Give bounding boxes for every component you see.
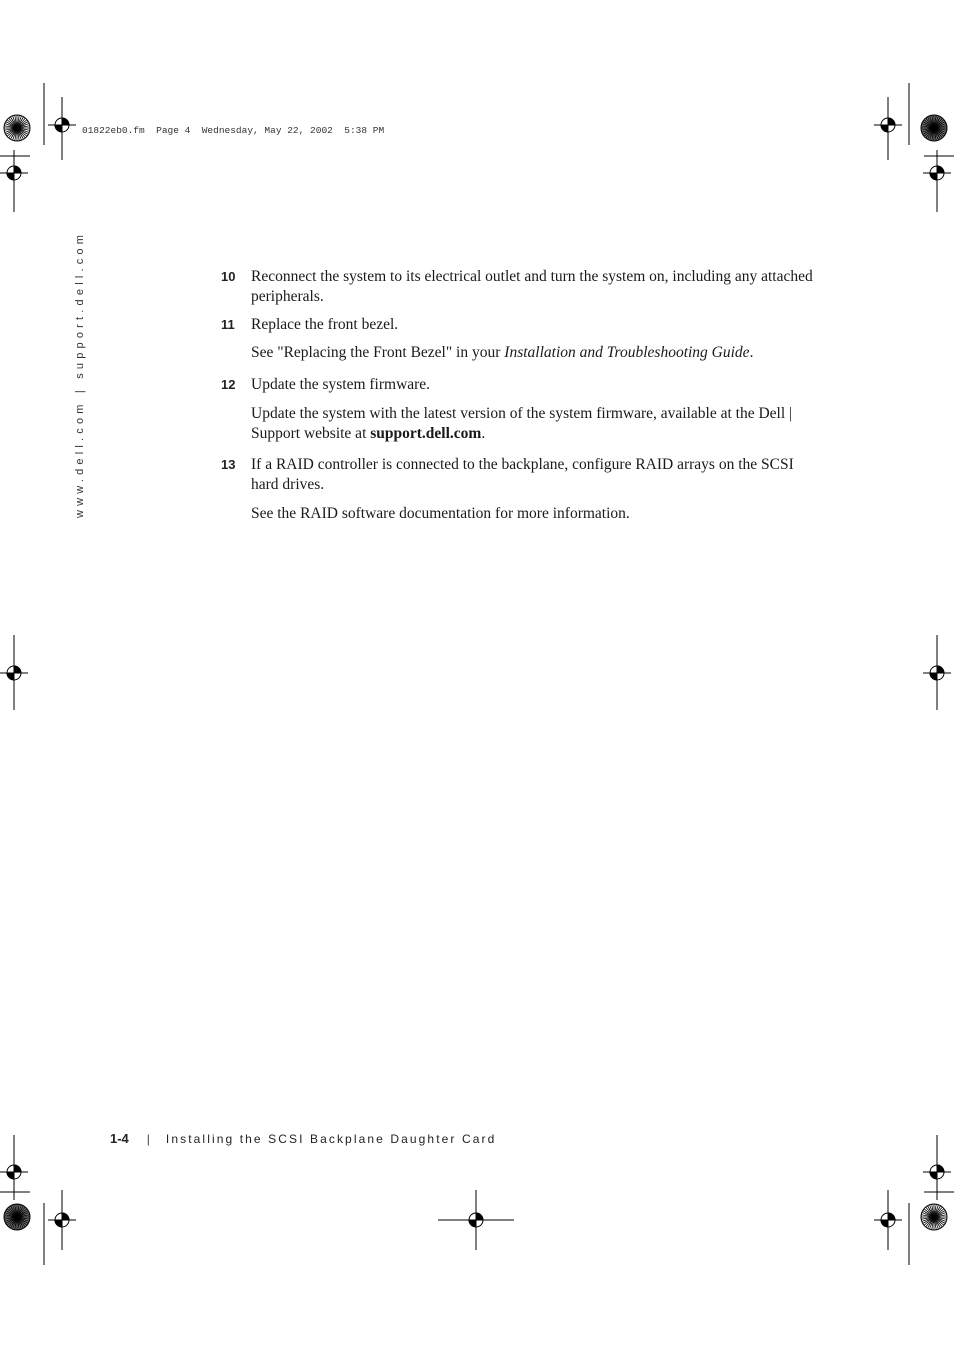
- note-prefix: See "Replacing the Front Bezel" in your: [251, 344, 505, 361]
- side-url: www.dell.com | support.dell.com: [74, 230, 86, 518]
- step-text: Update the system firmware.: [251, 376, 431, 393]
- step-text: Reconnect the system to its electrical outlet and turn the system on, including any attached peripherals.: [251, 268, 813, 305]
- crosshair-icon: [874, 1206, 902, 1234]
- step-note: [251, 343, 823, 363]
- crosshair-icon: [0, 659, 28, 687]
- crosshair-icon: [923, 659, 951, 687]
- step-number: 12: [221, 377, 236, 392]
- step-number: 11: [221, 317, 235, 332]
- step-note: [251, 404, 823, 443]
- crosshair-icon: [462, 1206, 490, 1234]
- sunburst-target-icon: [921, 115, 947, 141]
- sunburst-target-icon: [4, 115, 30, 141]
- footer-separator: |: [146, 1132, 150, 1146]
- crosshair-icon: [874, 111, 902, 139]
- crosshair-icon: [0, 1158, 28, 1186]
- note-prefix: Update the system with the latest version of the system firmware, available at the Dell | Support website at: [251, 405, 793, 442]
- support-link[interactable]: support.dell.com: [370, 424, 482, 442]
- page-footer: [110, 1131, 496, 1146]
- note-suffix: .: [749, 344, 754, 361]
- sunburst-target-icon: [921, 1204, 947, 1230]
- crosshair-icon: [48, 1206, 76, 1234]
- sunburst-target-icon: [4, 1204, 30, 1230]
- step-text: If a RAID controller is connected to the backplane, configure RAID arrays on the SCSI hard drives.: [251, 456, 794, 493]
- step-number: 13: [221, 457, 236, 472]
- crosshair-icon: [923, 159, 951, 187]
- step-number: 10: [221, 269, 236, 284]
- file-slug: 01822eb0.fm Page 4 Wednesday, May 22, 2002 5:38 PM: [82, 125, 385, 136]
- note-suffix: .: [481, 424, 486, 442]
- step-note: See the RAID software documentation for more information.: [251, 505, 630, 522]
- crosshair-icon: [48, 111, 76, 139]
- footer-title: Installing the SCSI Backplane Daughter Card: [165, 1132, 497, 1146]
- page-number: 1-4: [110, 1131, 129, 1146]
- step-text: Replace the front bezel.: [251, 316, 399, 333]
- crosshair-icon: [923, 1158, 951, 1186]
- guide-title: Installation and Troubleshooting Guide: [504, 344, 750, 361]
- crosshair-icon: [0, 159, 28, 187]
